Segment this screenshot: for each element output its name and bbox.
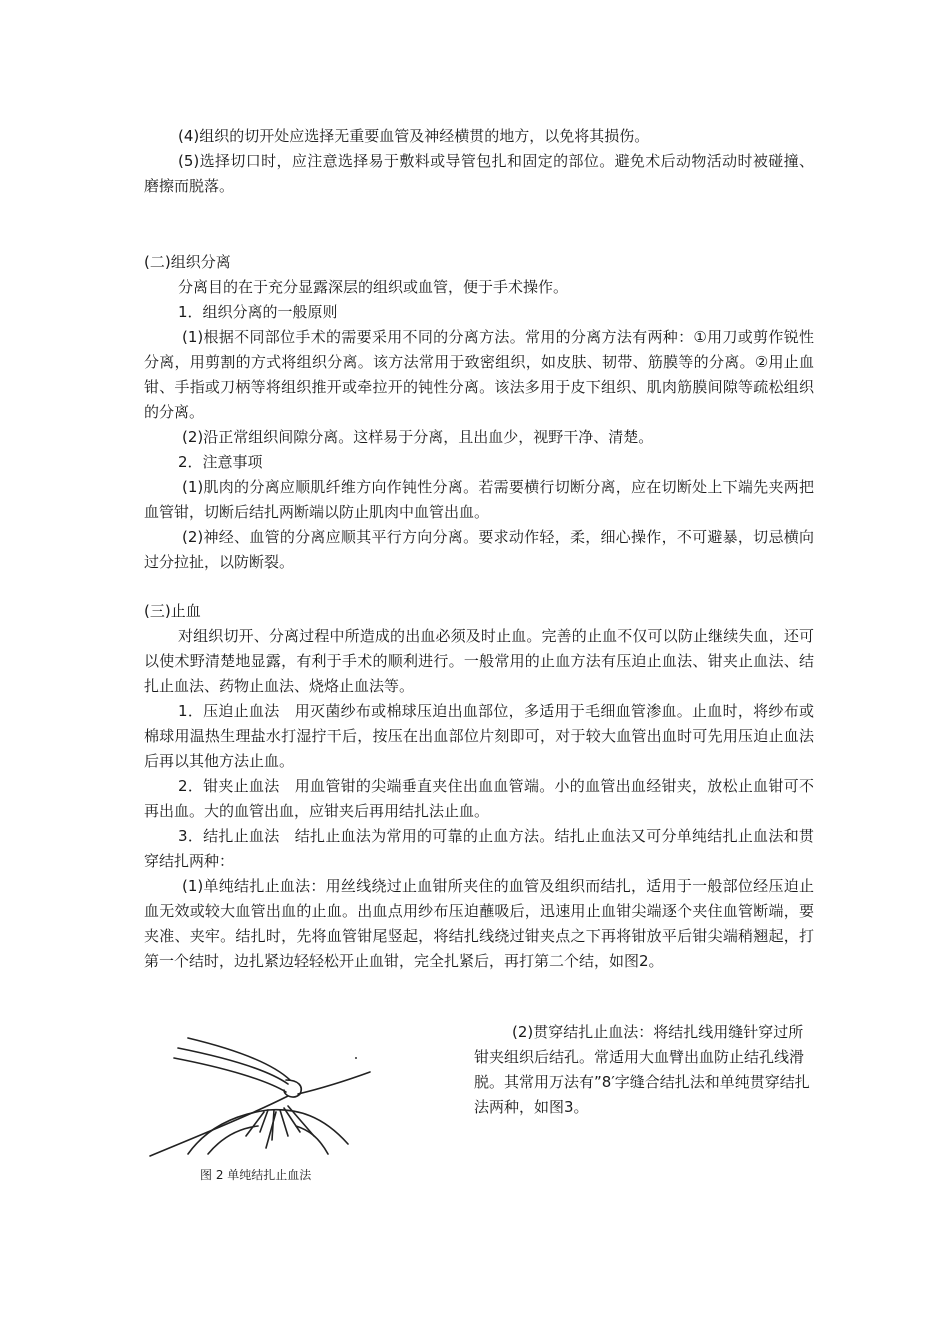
paragraph-ligation-hemostasis: 3．结扎止血法 结扎止血法为常用的可靠的止血方法。结扎止血法又可分单纯结扎止血法和贯穿结扎两种： xyxy=(144,827,814,870)
subheading-separation-principles: 1．组织分离的一般原则 xyxy=(178,303,338,321)
paragraph-transfixion-ligation: (2)贯穿结扎止血法：将结扎线用缝针穿过所钳夹组织后结孔。常适用大血臂出血防止结孔线滑脱。其常用万法有”8′字缝合结扎法和单纯贯穿结扎法两种，如图3。 xyxy=(474,1023,810,1116)
paragraph-incision-5: (5)选择切口时，应注意选择易于敷料或导管包扎和固定的部位。避免术后动物活动时被碰撞、磨擦而脱落。 xyxy=(144,152,814,195)
paragraph-compression-hemostasis: 1．压迫止血法 用灭菌纱布或棉球压迫出血部位，多适用于毛细血管渗血。止血时，将纱布或棉球用温热生理盐水打湿拧干后，按压在出血部位片刻即可，对于较大血管出血时可先用压迫止血法后再以其他方法止血。 xyxy=(144,702,814,770)
paragraph-separation-gap: (2)沿正常组织间隙分离。这样易于分离，且出血少，视野干净、清楚。 xyxy=(182,428,654,446)
section-heading-hemostasis: (三)止血 xyxy=(144,602,201,620)
figure-simple-ligation xyxy=(148,1036,378,1164)
paragraph-nerve-separation: (2)神经、血管的分离应顺其平行方向分离。要求动作轻，柔，细心操作，不可避暴，切忌横向过分拉扯，以防断裂。 xyxy=(144,528,814,571)
subheading-precautions: 2．注意事项 xyxy=(178,453,263,471)
paragraph-incision-4: (4)组织的切开处应选择无重要血管及神经横贯的地方，以免将其损伤。 xyxy=(178,127,650,145)
paragraph-muscle-separation: (1)肌肉的分离应顺肌纤维方向作钝性分离。若需要横行切断分离，应在切断处上下端先夹两把血管钳，切断后结扎两断端以防止肌肉中血管出血。 xyxy=(144,478,814,521)
figure-caption: 图 2 单纯结扎止血法 xyxy=(200,1168,312,1182)
ligation-illustration xyxy=(148,1036,378,1164)
paragraph-clamp-hemostasis: 2．钳夹止血法 用血管钳的尖端垂直夹住出血血管端。小的血管出血经钳夹，放松止血钳可不再出血。大的血管出血，应钳夹后再用结扎法止血。 xyxy=(144,777,814,820)
paragraph-separation-purpose: 分离目的在于充分显露深层的组织或血管，便于手术操作。 xyxy=(178,278,569,296)
paragraph-hemostasis-intro: 对组织切开、分离过程中所造成的出血必须及时止血。完善的止血不仅可以防止继续失血，还可以使术野清楚地显露，有利于手术的顺利进行。一般常用的止血方法有压迫止血法、钳夹止血法、结扎止血法、药物止血法、烧烙止血法等。 xyxy=(144,627,814,695)
paragraph-simple-ligation: (1)单纯结扎止血法：用丝线绕过止血钳所夹住的血管及组织而结扎，适用于一般部位经压迫止血无效或较大血管出血的止血。出血点用纱布压迫蘸吸后，迅速用止血钳尖端逐个夹住血管断端，要夹准、夹牢。结扎时，先将血管钳尾竖起，将结扎线绕过钳夹点之下再将钳放平后钳尖端稍翘起，打第一个结时，边扎紧边轻轻松开止血钳，完全扎紧后，再打第二个结，如图2。 xyxy=(144,877,814,970)
section-heading-tissue-separation: (二)组织分离 xyxy=(144,253,231,271)
paragraph-separation-methods: (1)根据不同部位手术的需要采用不同的分离方法。常用的分离方法有两种：①用刀或剪作锐性分离，用剪割的方式将组织分离。该方法常用于致密组织，如皮肤、韧带、筋膜等的分离。②用止血钳、手指或刀柄等将组织推开或牵拉开的钝性分离。该法多用于皮下组织、肌肉筋膜间隙等疏松组织的分离。 xyxy=(144,328,814,421)
